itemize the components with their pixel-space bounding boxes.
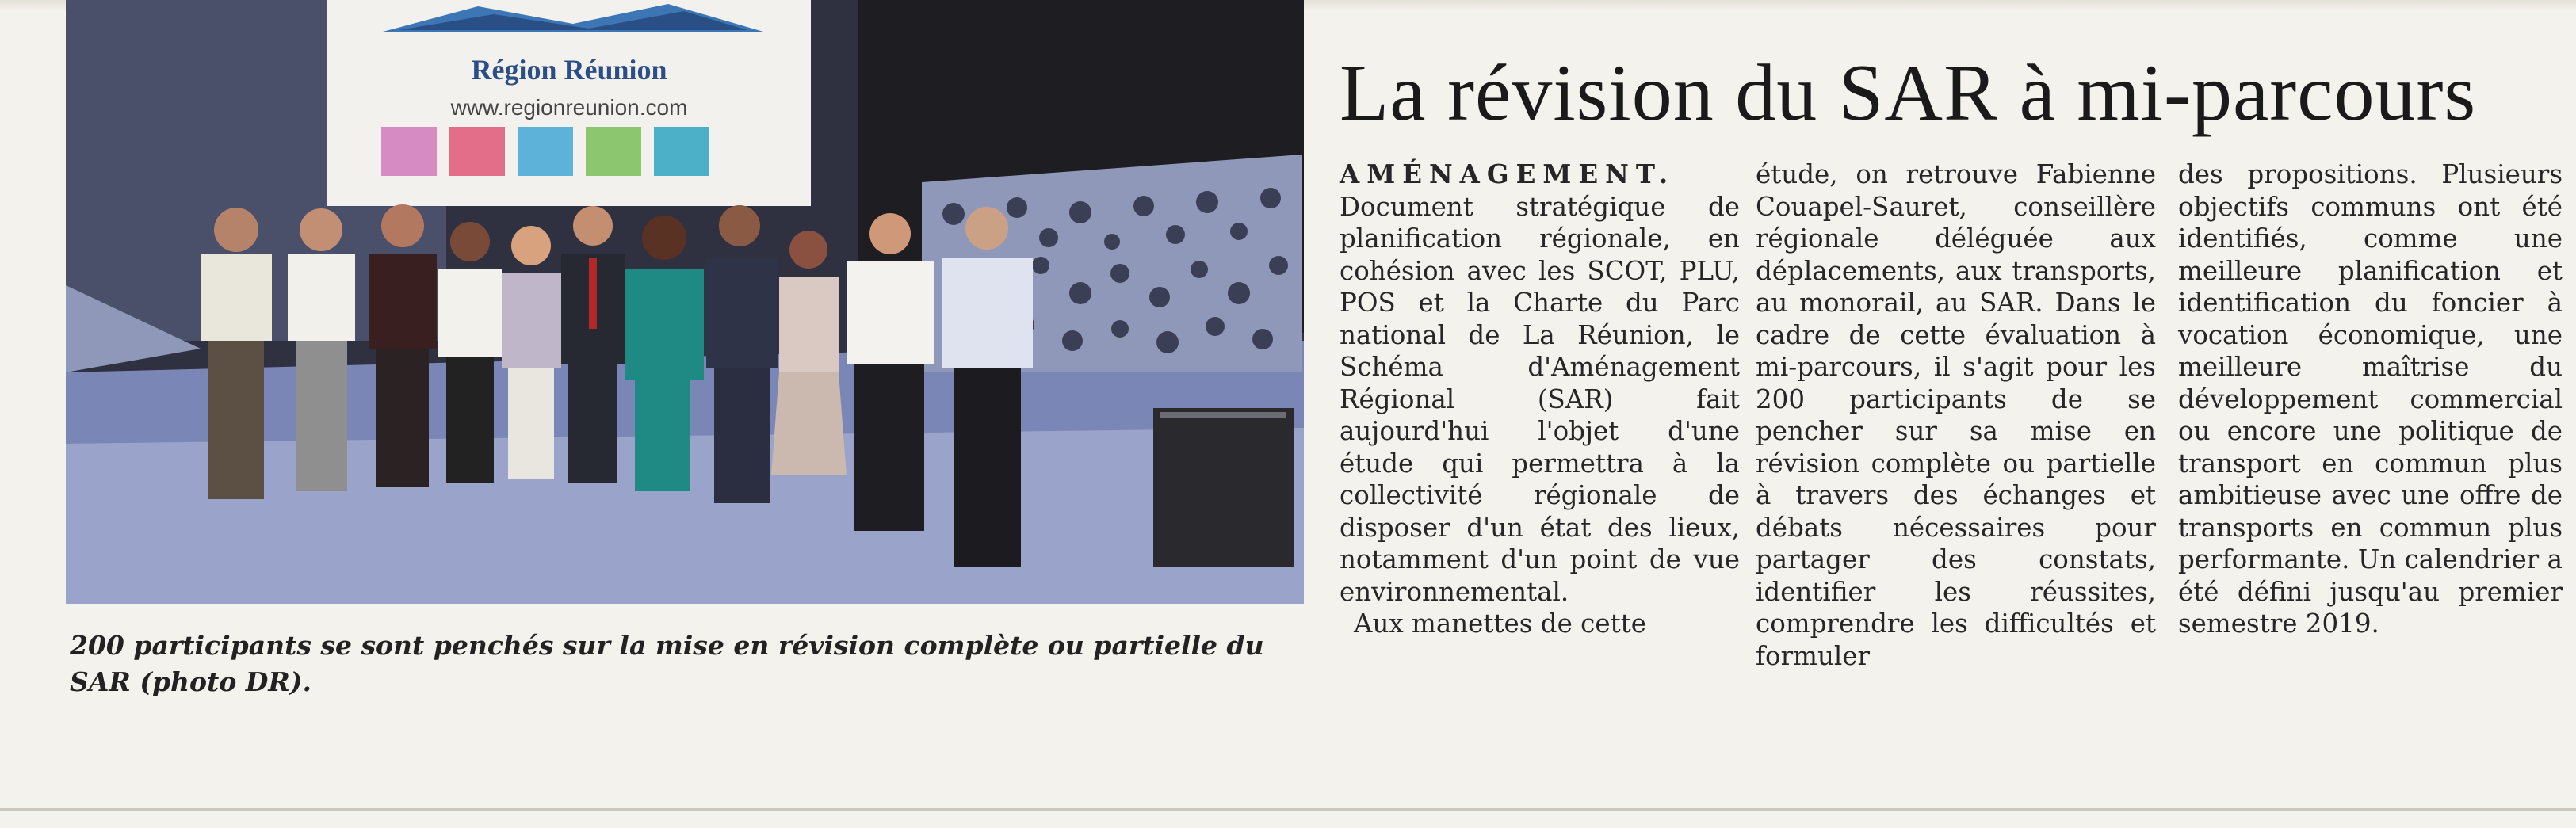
screen-color-square xyxy=(449,127,505,176)
article-column-2 xyxy=(1756,158,2156,672)
article-photo xyxy=(66,0,1304,604)
article-paragraph-2-end: des propositions. Plusieurs objectifs communs ont été identifiés, comme une meilleure planification et identification du foncier à vocation économique, une meilleure maîtrise du développement commercial ou encore une politique de transport en commun plus ambitieuse avec une offre de transports en commun plus performante. Un calendrier a été défini jusqu'au premier semestre 2019. xyxy=(2178,159,2563,639)
event-photo-illustration xyxy=(66,0,1304,604)
speaker-box xyxy=(1153,408,1294,567)
screen-color-square xyxy=(654,127,709,176)
article-paragraph-1: Document stratégique de planification régionale, en cohésion avec les SCOT, PLU, POS et la Charte du Parc national de La Réunion, le Schéma d'Aménagement Régional (SAR) fait aujourd'hui l'objet d'une étude qui permettra à la collectivité régionale de disposer d'un état des lieux, notamment d'un point de vue environnemental. xyxy=(1340,191,1740,607)
scan-edge-bottom xyxy=(0,808,2576,811)
section-kicker: AMÉNAGEMENT. xyxy=(1340,158,1676,189)
screen-url-text: www.regionreunion.com xyxy=(450,95,688,120)
screen-color-square xyxy=(586,127,641,176)
article-column-3 xyxy=(2178,158,2563,640)
screen-color-square xyxy=(518,127,573,176)
screen-color-square xyxy=(381,127,437,176)
screen-logo-text: Région Réunion xyxy=(471,54,667,86)
article-column-1 xyxy=(1340,158,1740,640)
article-paragraph-2-start: Aux manettes de cette xyxy=(1354,609,1646,639)
article-headline: La révision du SAR à mi-parcours xyxy=(1340,48,2477,138)
photo-caption: 200 participants se sont penchés sur la mise en révision complète ou partielle du SAR (photo DR). xyxy=(70,630,1264,697)
article-paragraph-2-middle: étude, on retrouve Fabienne Couapel-Sauret, conseillère régionale déléguée aux déplacements, aux transports, au monorail, au SAR. Dans le cadre de cette évaluation à mi-parcours, il s'agit pour les 200 participants de se pencher sur sa mise en révision complète ou partielle à travers des échanges et débats nécessaires pour partager des constats, identifier les réussites, comprendre les difficultés et formuler xyxy=(1756,159,2156,671)
